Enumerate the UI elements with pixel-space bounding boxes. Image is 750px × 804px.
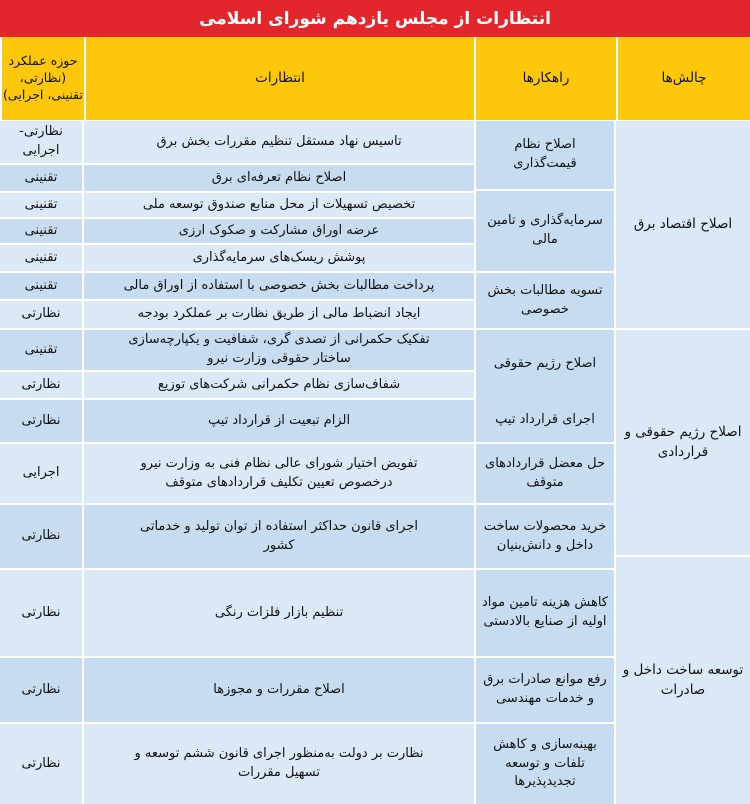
solution-cell: حل معضل قراردادهای متوقف (476, 444, 614, 503)
domain-cell: تقنینی (0, 165, 82, 191)
expectation-cell: تاسیس نهاد مستقل تنظیم مقررات بخش برق (84, 121, 474, 163)
expectation-cell: تنظیم بازار فلزات رنگی (84, 570, 474, 656)
domain-cell: نظارتی (0, 372, 82, 398)
expectation-cell: تخصیص تسهیلات از محل منابع صندوق توسعه ملی (84, 193, 474, 217)
expectation-cell: تفکیک حکمرانی از تصدی گری، شفافیت و یکپارچه‌سازی ساختار حقوقی وزارت نیرو (84, 330, 474, 370)
solution-cell: اجرای قرارداد تیپ (476, 398, 614, 442)
expectation-cell: شفاف‌سازی نظام حکمرانی شرکت‌های توزیع (84, 372, 474, 398)
solution-cell: رفع موانع صادرات برق و خدمات مهندسی (476, 658, 614, 722)
challenge-cell: اصلاح رژیم حقوقی و قراردادی (616, 330, 750, 555)
domain-cell: اجرایی (0, 444, 82, 503)
domain-cell: تقنینی (0, 245, 82, 271)
solution-cell: خرید محصولات ساخت داخل و دانش‌بنیان (476, 505, 614, 568)
expectation-cell: الزام تبعیت از قرارداد تیپ (84, 400, 474, 442)
expectation-cell: تفویض اختیار شورای عالی نظام فنی به وزارت نیرو درخصوص تعیین تکلیف قراردادهای متوقف (84, 444, 474, 503)
domain-cell: تقنینی (0, 193, 82, 217)
expectation-cell: ایجاد انضباط مالی از طریق نظارت بر عملکرد بودجه (84, 301, 474, 328)
solution-cell: سرمایه‌گذاری و تامین مالی (476, 191, 614, 271)
solution-cell: تسویه مطالبات بخش خصوصی (476, 273, 614, 328)
expectation-cell: پوشش ریسک‌های سرمایه‌گذاری (84, 245, 474, 271)
domain-cell: تقنینی (0, 219, 82, 243)
domain-cell: نظارتی- اجرایی (0, 121, 82, 163)
expectation-cell: اجرای قانون حداکثر استفاده از توان تولید و خدماتی کشور (84, 505, 474, 568)
solution-cell: کاهش هزینه تامین مواد اولیه از صنایع بالادستی (476, 570, 614, 656)
solution-cell: اصلاح رژیم حقوقی (476, 330, 614, 398)
header-domain: حوزه عملکرد (نظارتی، تقنینی، اجرایی) (0, 37, 84, 120)
expectation-cell: اصلاح مقررات و مجوزها (84, 658, 474, 722)
solution-cell: بهینه‌سازی و کاهش تلفات و توسعه تجدیدپذیرها (476, 724, 614, 804)
challenge-cell: اصلاح اقتصاد برق (616, 121, 750, 328)
expectation-cell: پرداخت مطالبات بخش خصوصی با استفاده از اوراق مالی (84, 273, 474, 299)
domain-cell: تقنینی (0, 330, 82, 370)
domain-cell: نظارتی (0, 570, 82, 656)
expectation-cell: عرضه اوراق مشارکت و صکوک ارزی (84, 219, 474, 243)
domain-cell: نظارتی (0, 301, 82, 328)
domain-cell: نظارتی (0, 505, 82, 568)
solution-cell: اصلاح نظام قیمت‌گذاری (476, 121, 614, 189)
header-expectations: انتظارات (84, 37, 474, 120)
table-title: انتظارات از مجلس یازدهم شورای اسلامی (0, 0, 750, 37)
domain-cell: نظارتی (0, 658, 82, 722)
expectation-cell: اصلاح نظام تعرفه‌ای برق (84, 165, 474, 191)
domain-cell: نظارتی (0, 724, 82, 804)
challenge-cell: توسعه ساخت داخل و صادرات (616, 557, 750, 804)
header-challenges: چالش‌ها (616, 37, 750, 120)
expectation-cell: نظارت بر دولت به‌منظور اجرای قانون ششم توسعه و تسهیل مقررات (84, 724, 474, 804)
header-solutions: راهکارها (474, 37, 616, 120)
domain-cell: نظارتی (0, 400, 82, 442)
domain-cell: تقنینی (0, 273, 82, 299)
